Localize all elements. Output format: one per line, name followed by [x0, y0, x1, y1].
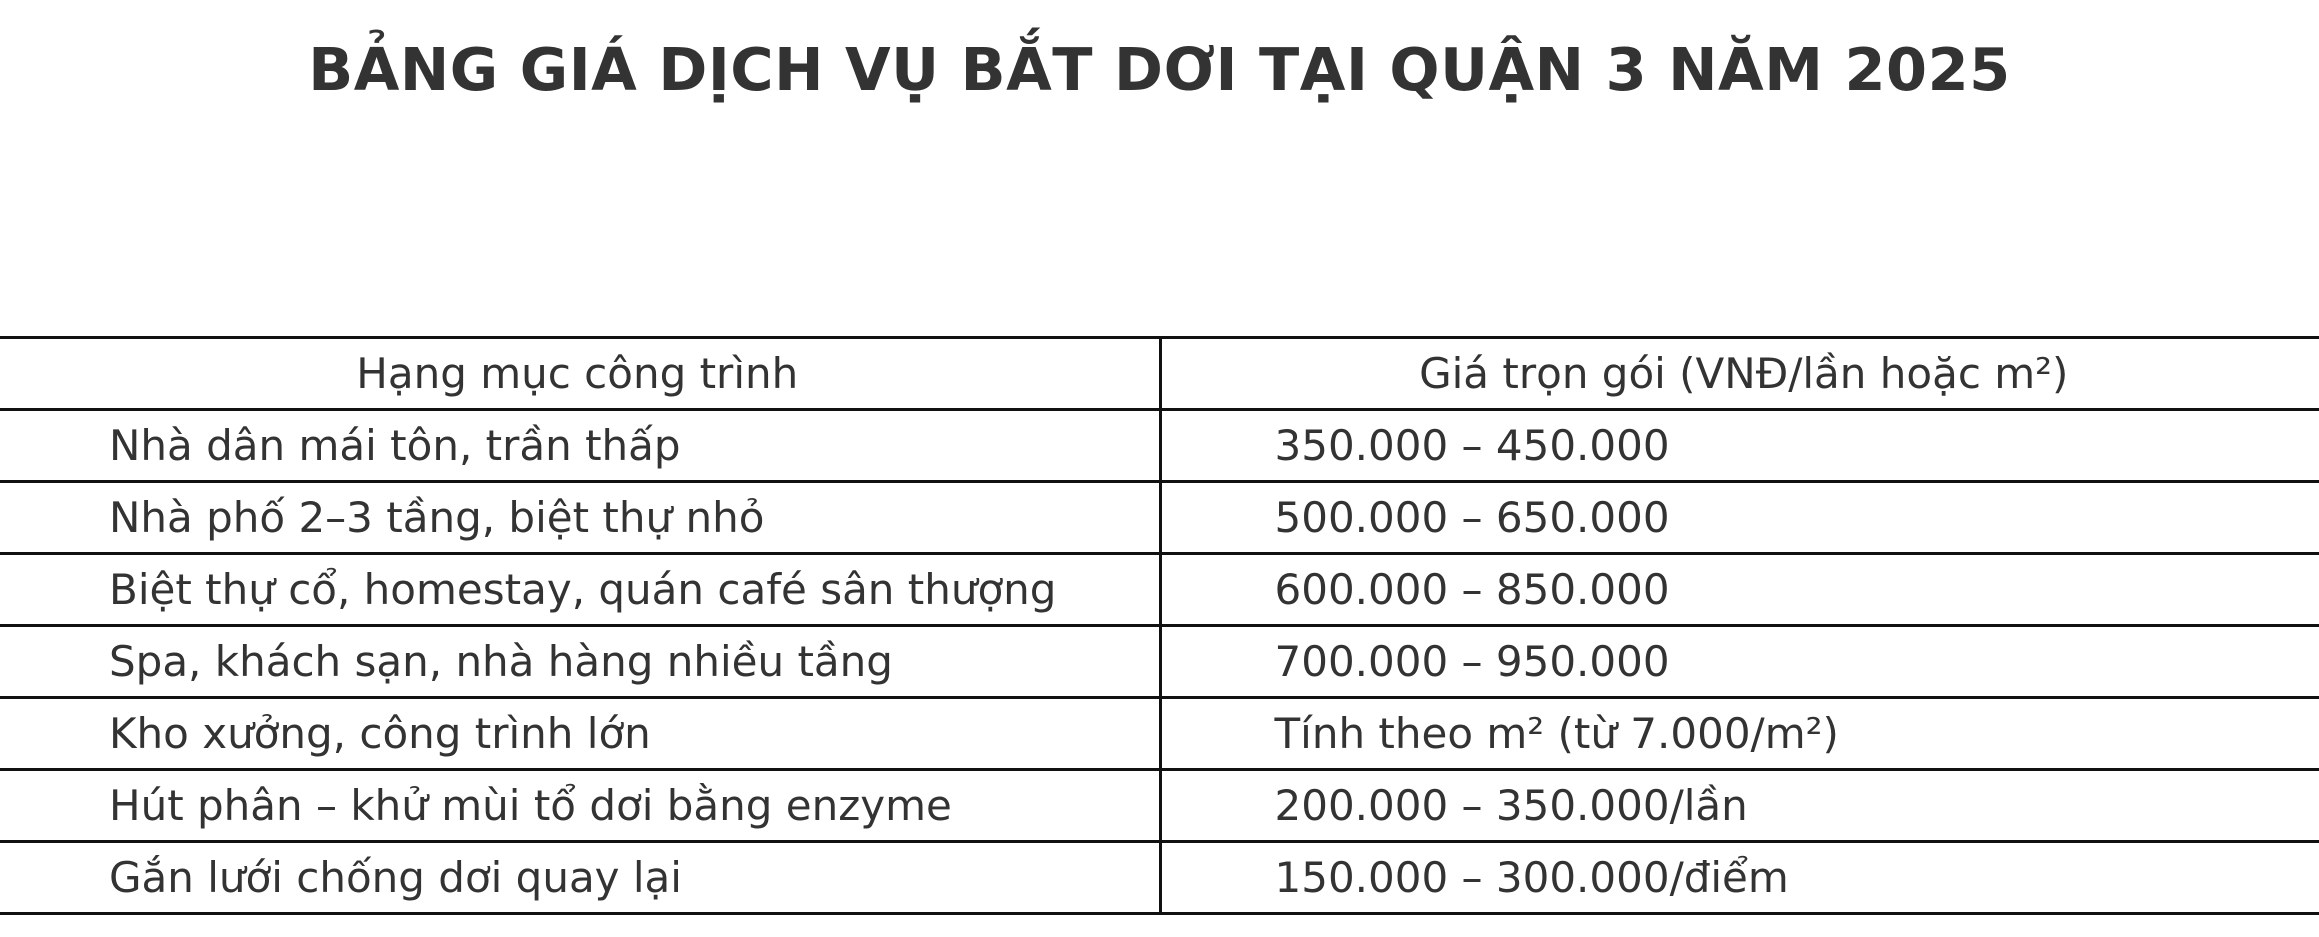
page-title: BẢNG GIÁ DỊCH VỤ BẮT DƠI TẠI QUẬN 3 NĂM 2025 [308, 35, 2011, 104]
table-row [0, 698, 2319, 770]
table-row [0, 482, 2319, 554]
table-row [0, 626, 2319, 698]
price-cell: 500.000 – 650.000 [1160, 482, 2319, 554]
table-row [0, 842, 2319, 914]
table-row [0, 554, 2319, 626]
category-cell: Gắn lưới chống dơi quay lại [0, 842, 1160, 914]
category-cell: Biệt thự cổ, homestay, quán café sân thượng [0, 554, 1160, 626]
column-header-price: Giá trọn gói (VNĐ/lần hoặc m²) [1160, 338, 2319, 410]
column-header-category: Hạng mục công trình [0, 338, 1160, 410]
price-cell: 200.000 – 350.000/lần [1160, 770, 2319, 842]
price-cell: 600.000 – 850.000 [1160, 554, 2319, 626]
category-cell: Nhà dân mái tôn, trần thấp [0, 410, 1160, 482]
table-header-row [0, 338, 2319, 410]
table-row [0, 410, 2319, 482]
price-cell: 150.000 – 300.000/điểm [1160, 842, 2319, 914]
table-row [0, 770, 2319, 842]
price-cell: 350.000 – 450.000 [1160, 410, 2319, 482]
category-cell: Nhà phố 2–3 tầng, biệt thự nhỏ [0, 482, 1160, 554]
category-cell: Kho xưởng, công trình lớn [0, 698, 1160, 770]
category-cell: Hút phân – khử mùi tổ dơi bằng enzyme [0, 770, 1160, 842]
price-cell: Tính theo m² (từ 7.000/m²) [1160, 698, 2319, 770]
price-table [0, 336, 2319, 915]
category-cell: Spa, khách sạn, nhà hàng nhiều tầng [0, 626, 1160, 698]
price-cell: 700.000 – 950.000 [1160, 626, 2319, 698]
